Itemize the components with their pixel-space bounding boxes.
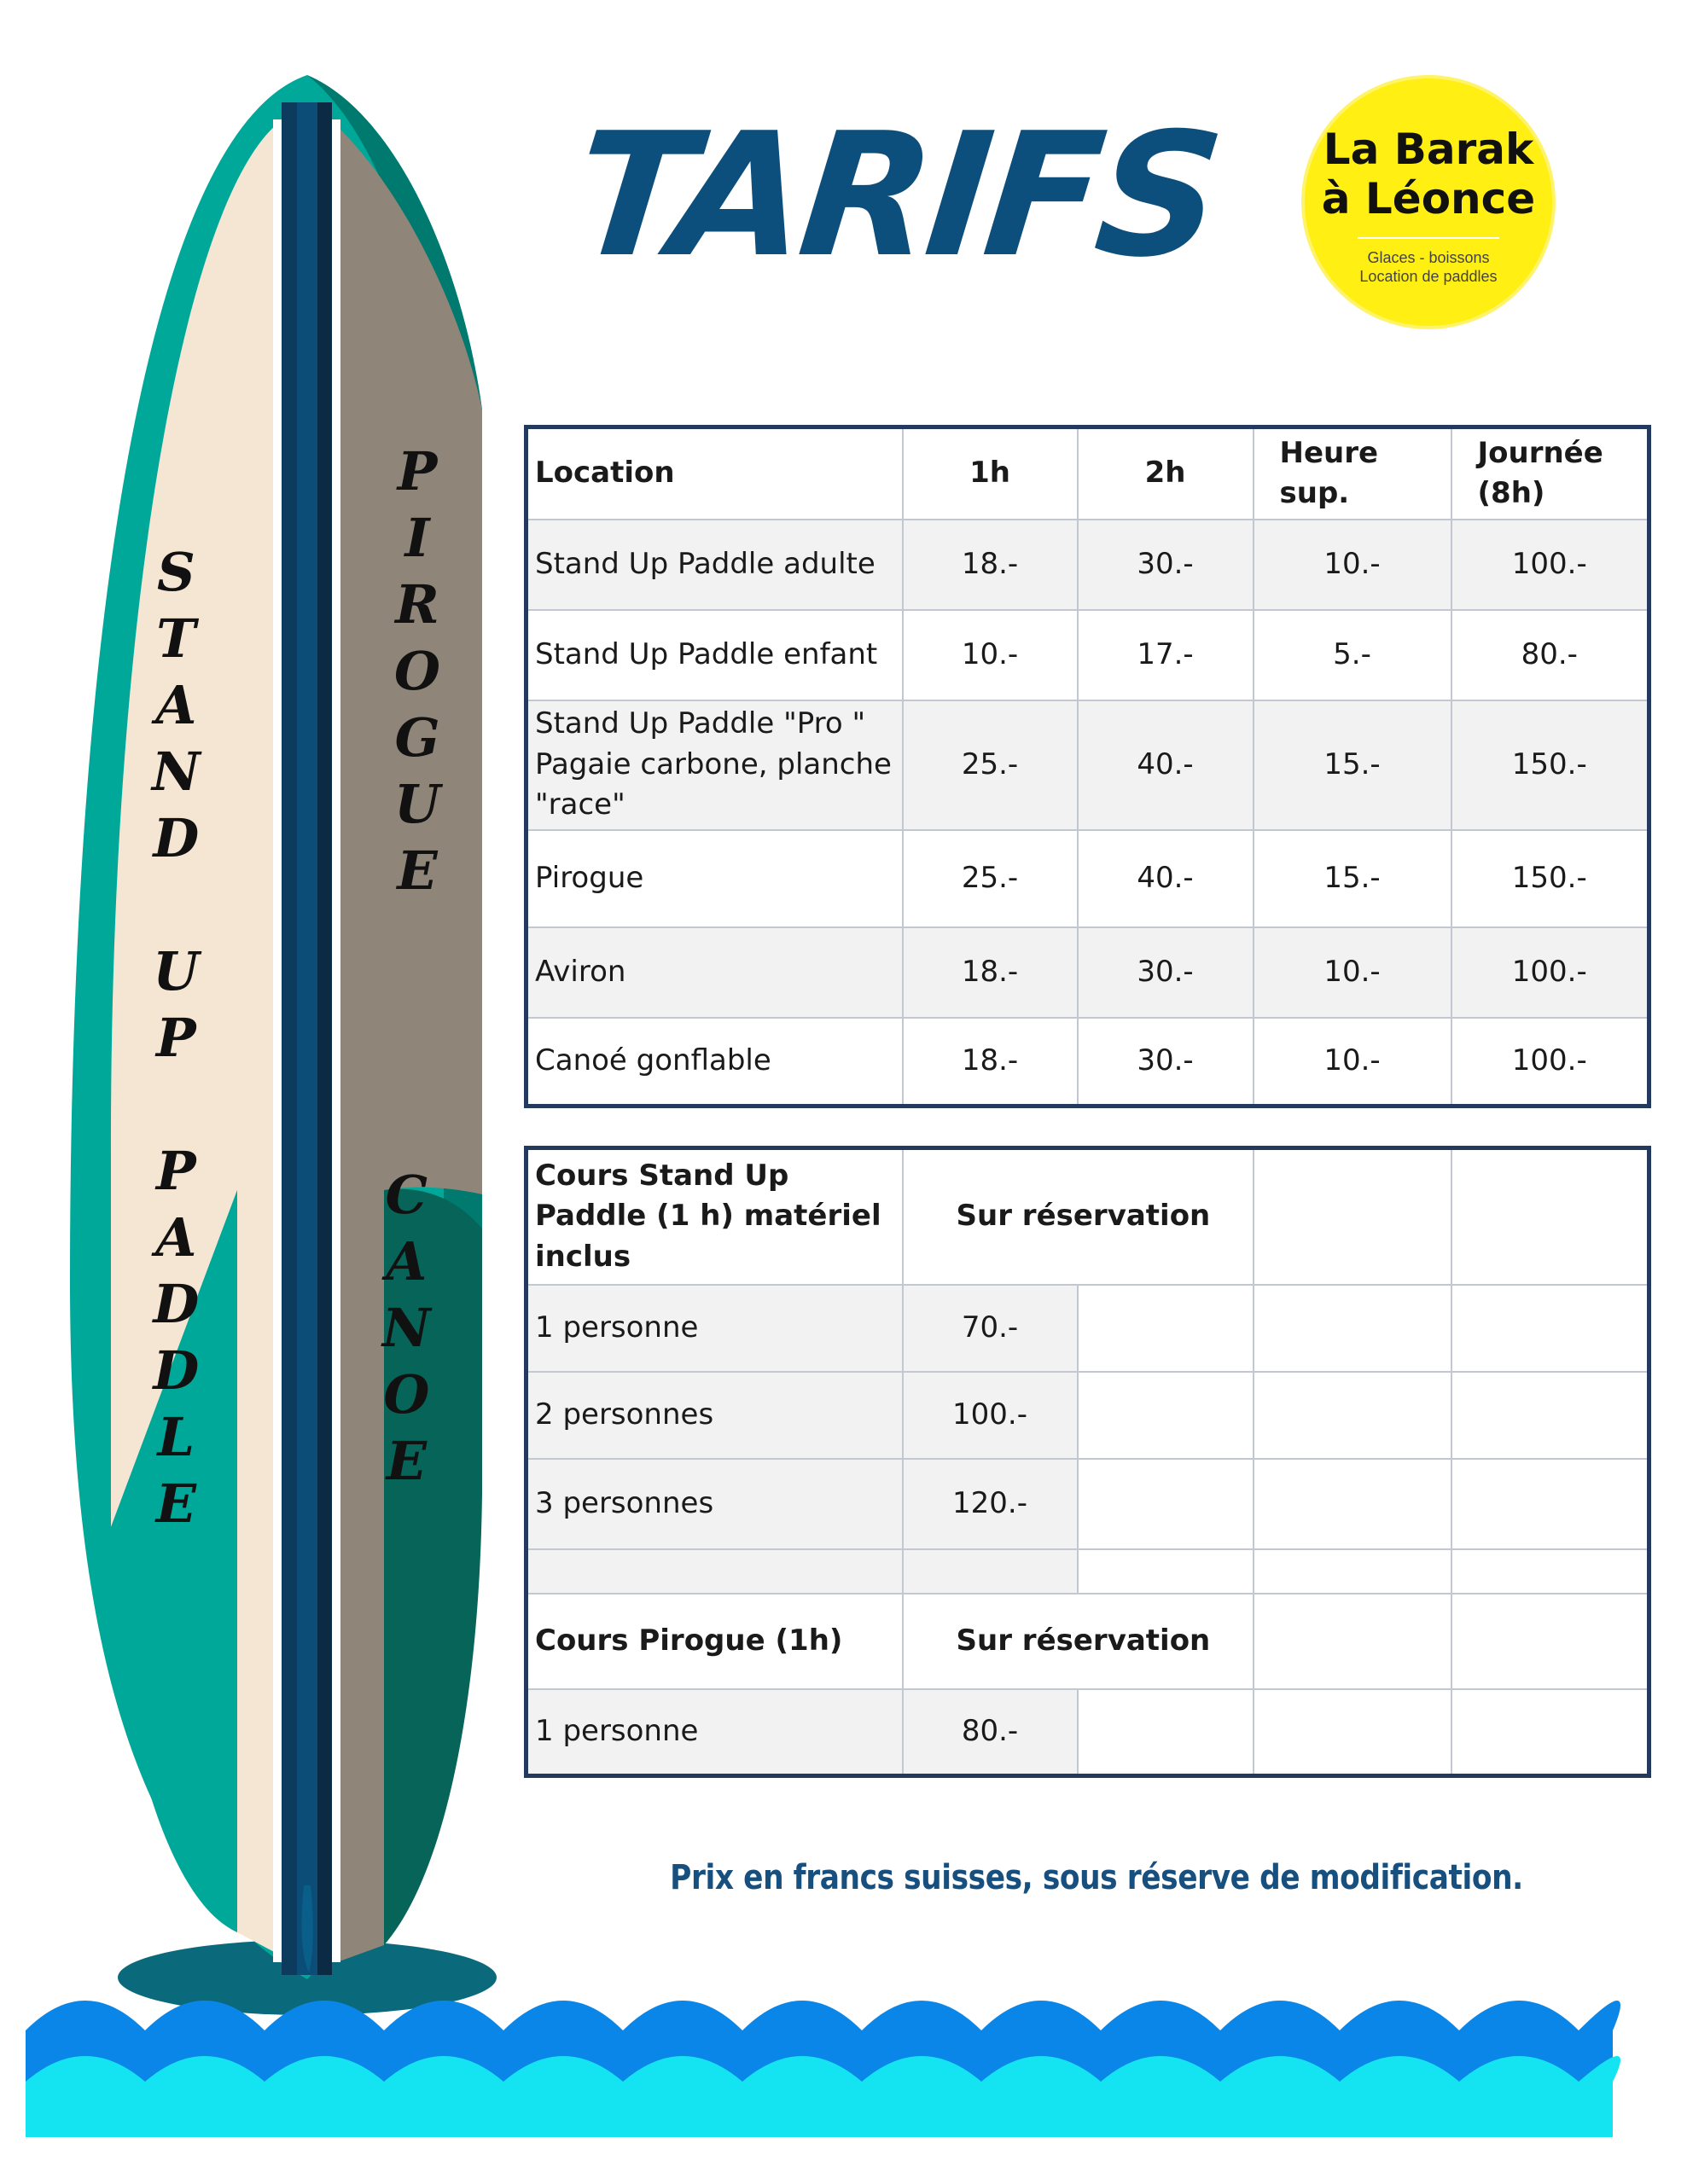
- board-letter: G: [394, 706, 440, 769]
- board-letter: A: [155, 674, 197, 736]
- lesson-participants: 3 personnes: [526, 1459, 903, 1549]
- rental-item-label: Stand Up Paddle adulte: [526, 520, 903, 610]
- header-extra-hour: Heure sup.: [1254, 427, 1451, 520]
- brand-logo: [1301, 75, 1556, 329]
- board-letter: D: [153, 807, 200, 869]
- empty-cell: [1078, 1689, 1254, 1776]
- board-label-pirogue: [394, 440, 441, 911]
- lesson-participants: 2 personnes: [526, 1372, 903, 1459]
- board-label-stand-up-paddle: [152, 541, 201, 1544]
- empty-cell: [1254, 1689, 1451, 1776]
- price-2h: 40.-: [1078, 830, 1254, 927]
- pirogue-lesson-note: Sur réservation: [903, 1594, 1254, 1689]
- rental-header-row: [526, 427, 1649, 520]
- rental-row: [526, 1018, 1649, 1107]
- board-letter: T: [156, 607, 196, 670]
- rental-item-label: Aviron: [526, 927, 903, 1018]
- lesson-row: [526, 1372, 1649, 1459]
- logo-subtitle-1: Glaces - boissons: [1367, 249, 1490, 266]
- board-letter: D: [153, 1273, 200, 1335]
- price-extra-hour: 10.-: [1254, 520, 1451, 610]
- board-letter: E: [386, 1430, 427, 1492]
- price-day: 100.-: [1451, 520, 1649, 610]
- price-2h: 30.-: [1078, 520, 1254, 610]
- price-1h: 18.-: [903, 1018, 1078, 1107]
- rental-price-table: [524, 425, 1651, 1108]
- rental-item-label: Canoé gonflable: [526, 1018, 903, 1107]
- lesson-row: [526, 1285, 1649, 1372]
- sup-lesson-note: Sur réservation: [903, 1148, 1254, 1285]
- lesson-price: 120.-: [903, 1459, 1078, 1549]
- board-letter: P: [156, 1140, 196, 1202]
- lesson-price: 80.-: [903, 1689, 1078, 1776]
- empty-cell: [1451, 1285, 1649, 1372]
- price-footnote: Prix en francs suisses, sous réserve de modification.: [670, 1858, 1523, 1897]
- board-letter: L: [157, 1406, 195, 1468]
- board-label-canoe: [382, 1164, 431, 1502]
- board-letter: E: [397, 839, 438, 902]
- header-location: Location: [526, 427, 903, 520]
- price-extra-hour: 15.-: [1254, 700, 1451, 830]
- rental-row: [526, 520, 1649, 610]
- lesson-price: 100.-: [903, 1372, 1078, 1459]
- board-letter: I: [404, 507, 430, 569]
- sup-lesson-header-row: [526, 1148, 1649, 1285]
- price-day: 150.-: [1451, 830, 1649, 927]
- rental-row: [526, 830, 1649, 927]
- rental-item-label: Stand Up Paddle "Pro " Pagaie carbone, planche "race": [526, 700, 903, 830]
- empty-cell: [1451, 1689, 1649, 1776]
- sup-lesson-title: Cours Stand Up Paddle (1 h) matériel inclus: [526, 1148, 903, 1285]
- lesson-participants: 1 personne: [526, 1689, 903, 1776]
- rental-item-label: Stand Up Paddle enfant: [526, 610, 903, 700]
- price-2h: 30.-: [1078, 1018, 1254, 1107]
- empty-cell: [1078, 1372, 1254, 1459]
- surfboard-illustration: [0, 0, 529, 2048]
- board-letter: A: [386, 1230, 428, 1292]
- board-letter: D: [153, 1339, 200, 1402]
- spacer-row: [526, 1549, 1649, 1594]
- board-letter: U: [394, 773, 441, 835]
- empty-cell: [1254, 1459, 1451, 1549]
- board-letter: R: [395, 573, 439, 636]
- rental-row: [526, 610, 1649, 700]
- empty-cell: [1254, 1285, 1451, 1372]
- board-letter: N: [382, 1297, 431, 1359]
- waves-illustration: [0, 1937, 1687, 2141]
- lessons-price-table: [524, 1146, 1651, 1778]
- rental-row: [526, 927, 1649, 1018]
- price-1h: 18.-: [903, 520, 1078, 610]
- price-1h: 25.-: [903, 700, 1078, 830]
- board-letter: C: [385, 1164, 428, 1226]
- empty-cell: [1078, 1285, 1254, 1372]
- price-1h: 18.-: [903, 927, 1078, 1018]
- price-extra-hour: 10.-: [1254, 1018, 1451, 1107]
- lesson-row: [526, 1459, 1649, 1549]
- lesson-row: [526, 1689, 1649, 1776]
- board-letter: N: [152, 741, 201, 803]
- logo-line-1: La Barak: [1323, 125, 1534, 174]
- price-2h: 30.-: [1078, 927, 1254, 1018]
- price-day: 150.-: [1451, 700, 1649, 830]
- price-2h: 17.-: [1078, 610, 1254, 700]
- empty-cell: [1078, 1459, 1254, 1549]
- page-title: TARIFS: [566, 96, 1226, 295]
- board-letter: O: [383, 1363, 430, 1426]
- empty-cell: [1451, 1459, 1649, 1549]
- pirogue-lesson-header-row: [526, 1594, 1649, 1689]
- lesson-participants: 1 personne: [526, 1285, 903, 1372]
- price-1h: 10.-: [903, 610, 1078, 700]
- price-extra-hour: 10.-: [1254, 927, 1451, 1018]
- logo-subtitle-2: Location de paddles: [1359, 268, 1498, 285]
- price-day: 100.-: [1451, 927, 1649, 1018]
- price-day: 100.-: [1451, 1018, 1649, 1107]
- empty-cell: [1451, 1372, 1649, 1459]
- empty-cell: [1254, 1372, 1451, 1459]
- logo-line-2: à Léonce: [1321, 174, 1536, 224]
- rental-row: [526, 700, 1649, 830]
- header-day: Journée (8h): [1451, 427, 1649, 520]
- price-2h: 40.-: [1078, 700, 1254, 830]
- header-1h: 1h: [903, 427, 1078, 520]
- board-letter: O: [394, 640, 441, 702]
- header-2h: 2h: [1078, 427, 1254, 520]
- price-day: 80.-: [1451, 610, 1649, 700]
- board-letter: U: [153, 940, 200, 1002]
- board-letter: S: [156, 541, 195, 603]
- price-extra-hour: 5.-: [1254, 610, 1451, 700]
- logo-divider: [1358, 237, 1499, 239]
- price-1h: 25.-: [903, 830, 1078, 927]
- board-letter: P: [156, 1007, 196, 1069]
- lesson-price: 70.-: [903, 1285, 1078, 1372]
- board-letter: P: [397, 440, 438, 502]
- rental-item-label: Pirogue: [526, 830, 903, 927]
- pirogue-lesson-title: Cours Pirogue (1h): [526, 1594, 903, 1689]
- board-letter: A: [155, 1206, 197, 1269]
- board-letter: E: [155, 1472, 196, 1535]
- price-extra-hour: 15.-: [1254, 830, 1451, 927]
